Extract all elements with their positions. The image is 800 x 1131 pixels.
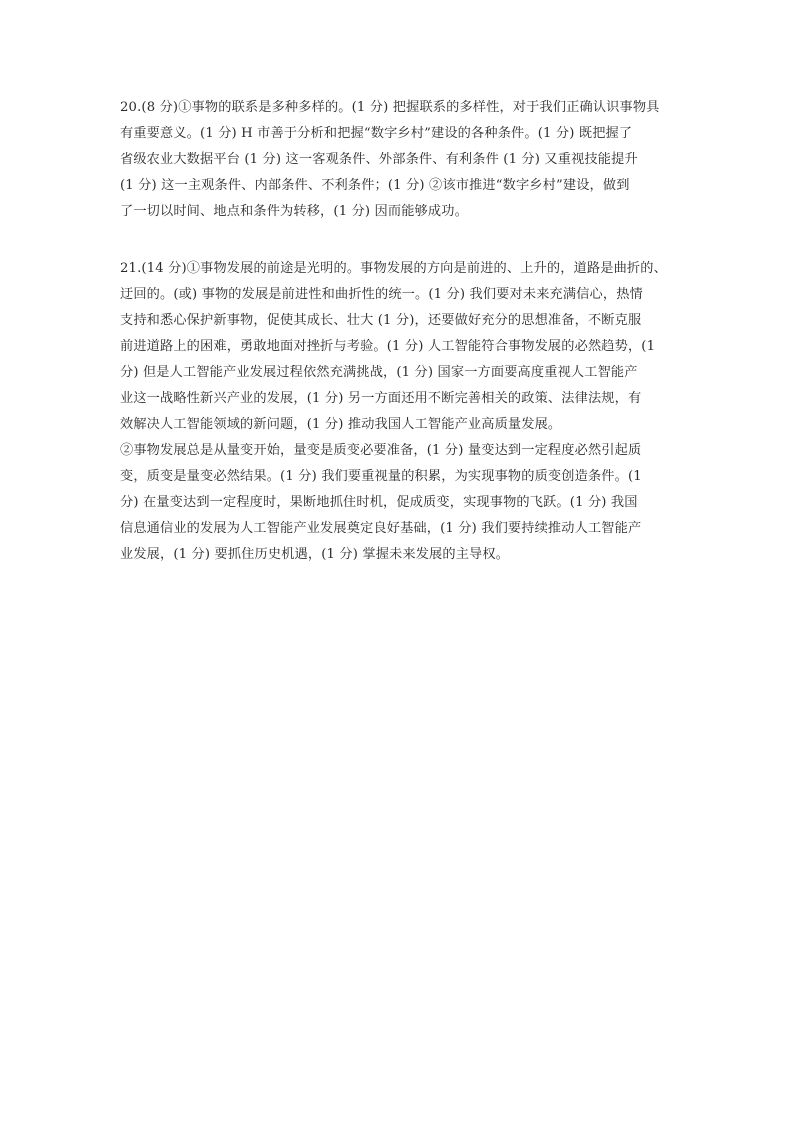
answer-line: 分) 在量变达到一定程度时，果断地抓住时机，促成质变，实现事物的飞跃。(1 分) 我国 xyxy=(120,495,638,510)
answer-line: 变，质变是量变必然结果。(1 分) 我们要重视量的积累，为实现事物的质变创造条件。(1 xyxy=(120,469,642,484)
answer-line: 分) 但是人工智能产业发展过程依然充满挑战，(1 分) 国家一方面要高度重视人工智能产 xyxy=(120,365,638,380)
answer-line: 迂回的。(或) 事物的发展是前进性和曲折性的统一。(1 分) 我们要对未来充满信心，热情 xyxy=(120,287,643,302)
answer-question-20 xyxy=(120,95,680,225)
answer-line: 20.(8 分)①事物的联系是多种多样的。(1 分) 把握联系的多样性，对于我们正确认识事物具 xyxy=(120,100,660,115)
answer-line: ②事物发展总是从量变开始，量变是质变必要准备，(1 分) 量变达到一定程度必然引起质 xyxy=(120,443,642,458)
answer-line: 前进道路上的困难，勇敢地面对挫折与考验。(1 分) 人工智能符合事物发展的必然趋势，(1 xyxy=(120,339,656,354)
answer-question-21 xyxy=(120,256,680,568)
answer-line: 省级农业大数据平台 (1 分) 这一客观条件、外部条件、有利条件 (1 分) 又重视技能提升 xyxy=(120,152,638,167)
answer-line: 支持和悉心保护新事物，促使其成长、壮大 (1 分)，还要做好充分的思想准备，不断克服 xyxy=(120,313,642,328)
answer-line: 21.(14 分)①事物发展的前途是光明的。事物发展的方向是前进的、上升的，道路是曲折的、 xyxy=(120,261,667,276)
answer-line: 有重要意义。(1 分) H 市善于分析和把握“数字乡村”建设的各种条件。(1 分) 既把握了 xyxy=(120,126,633,141)
answer-line: (1 分) 这一主观条件、内部条件、不利条件；(1 分) ②该市推进“数字乡村”建设，做到 xyxy=(120,178,630,193)
answer-line: 业这一战略性新兴产业的发展，(1 分) 另一方面还用不断完善相关的政策、法律法规，有 xyxy=(120,391,642,406)
answer-line: 业发展，(1 分) 要抓住历史机遇，(1 分) 掌握未来发展的主导权。 xyxy=(120,547,510,562)
answer-line: 了一切以时间、地点和条件为转移，(1 分) 因而能够成功。 xyxy=(120,204,468,219)
answer-line: 信息通信业的发展为人工智能产业发展奠定良好基础，(1 分) 我们要持续推动人工智能产 xyxy=(120,521,642,536)
answer-line: 效解决人工智能领域的新问题，(1 分) 推动我国人工智能产业高质量发展。 xyxy=(120,417,562,432)
